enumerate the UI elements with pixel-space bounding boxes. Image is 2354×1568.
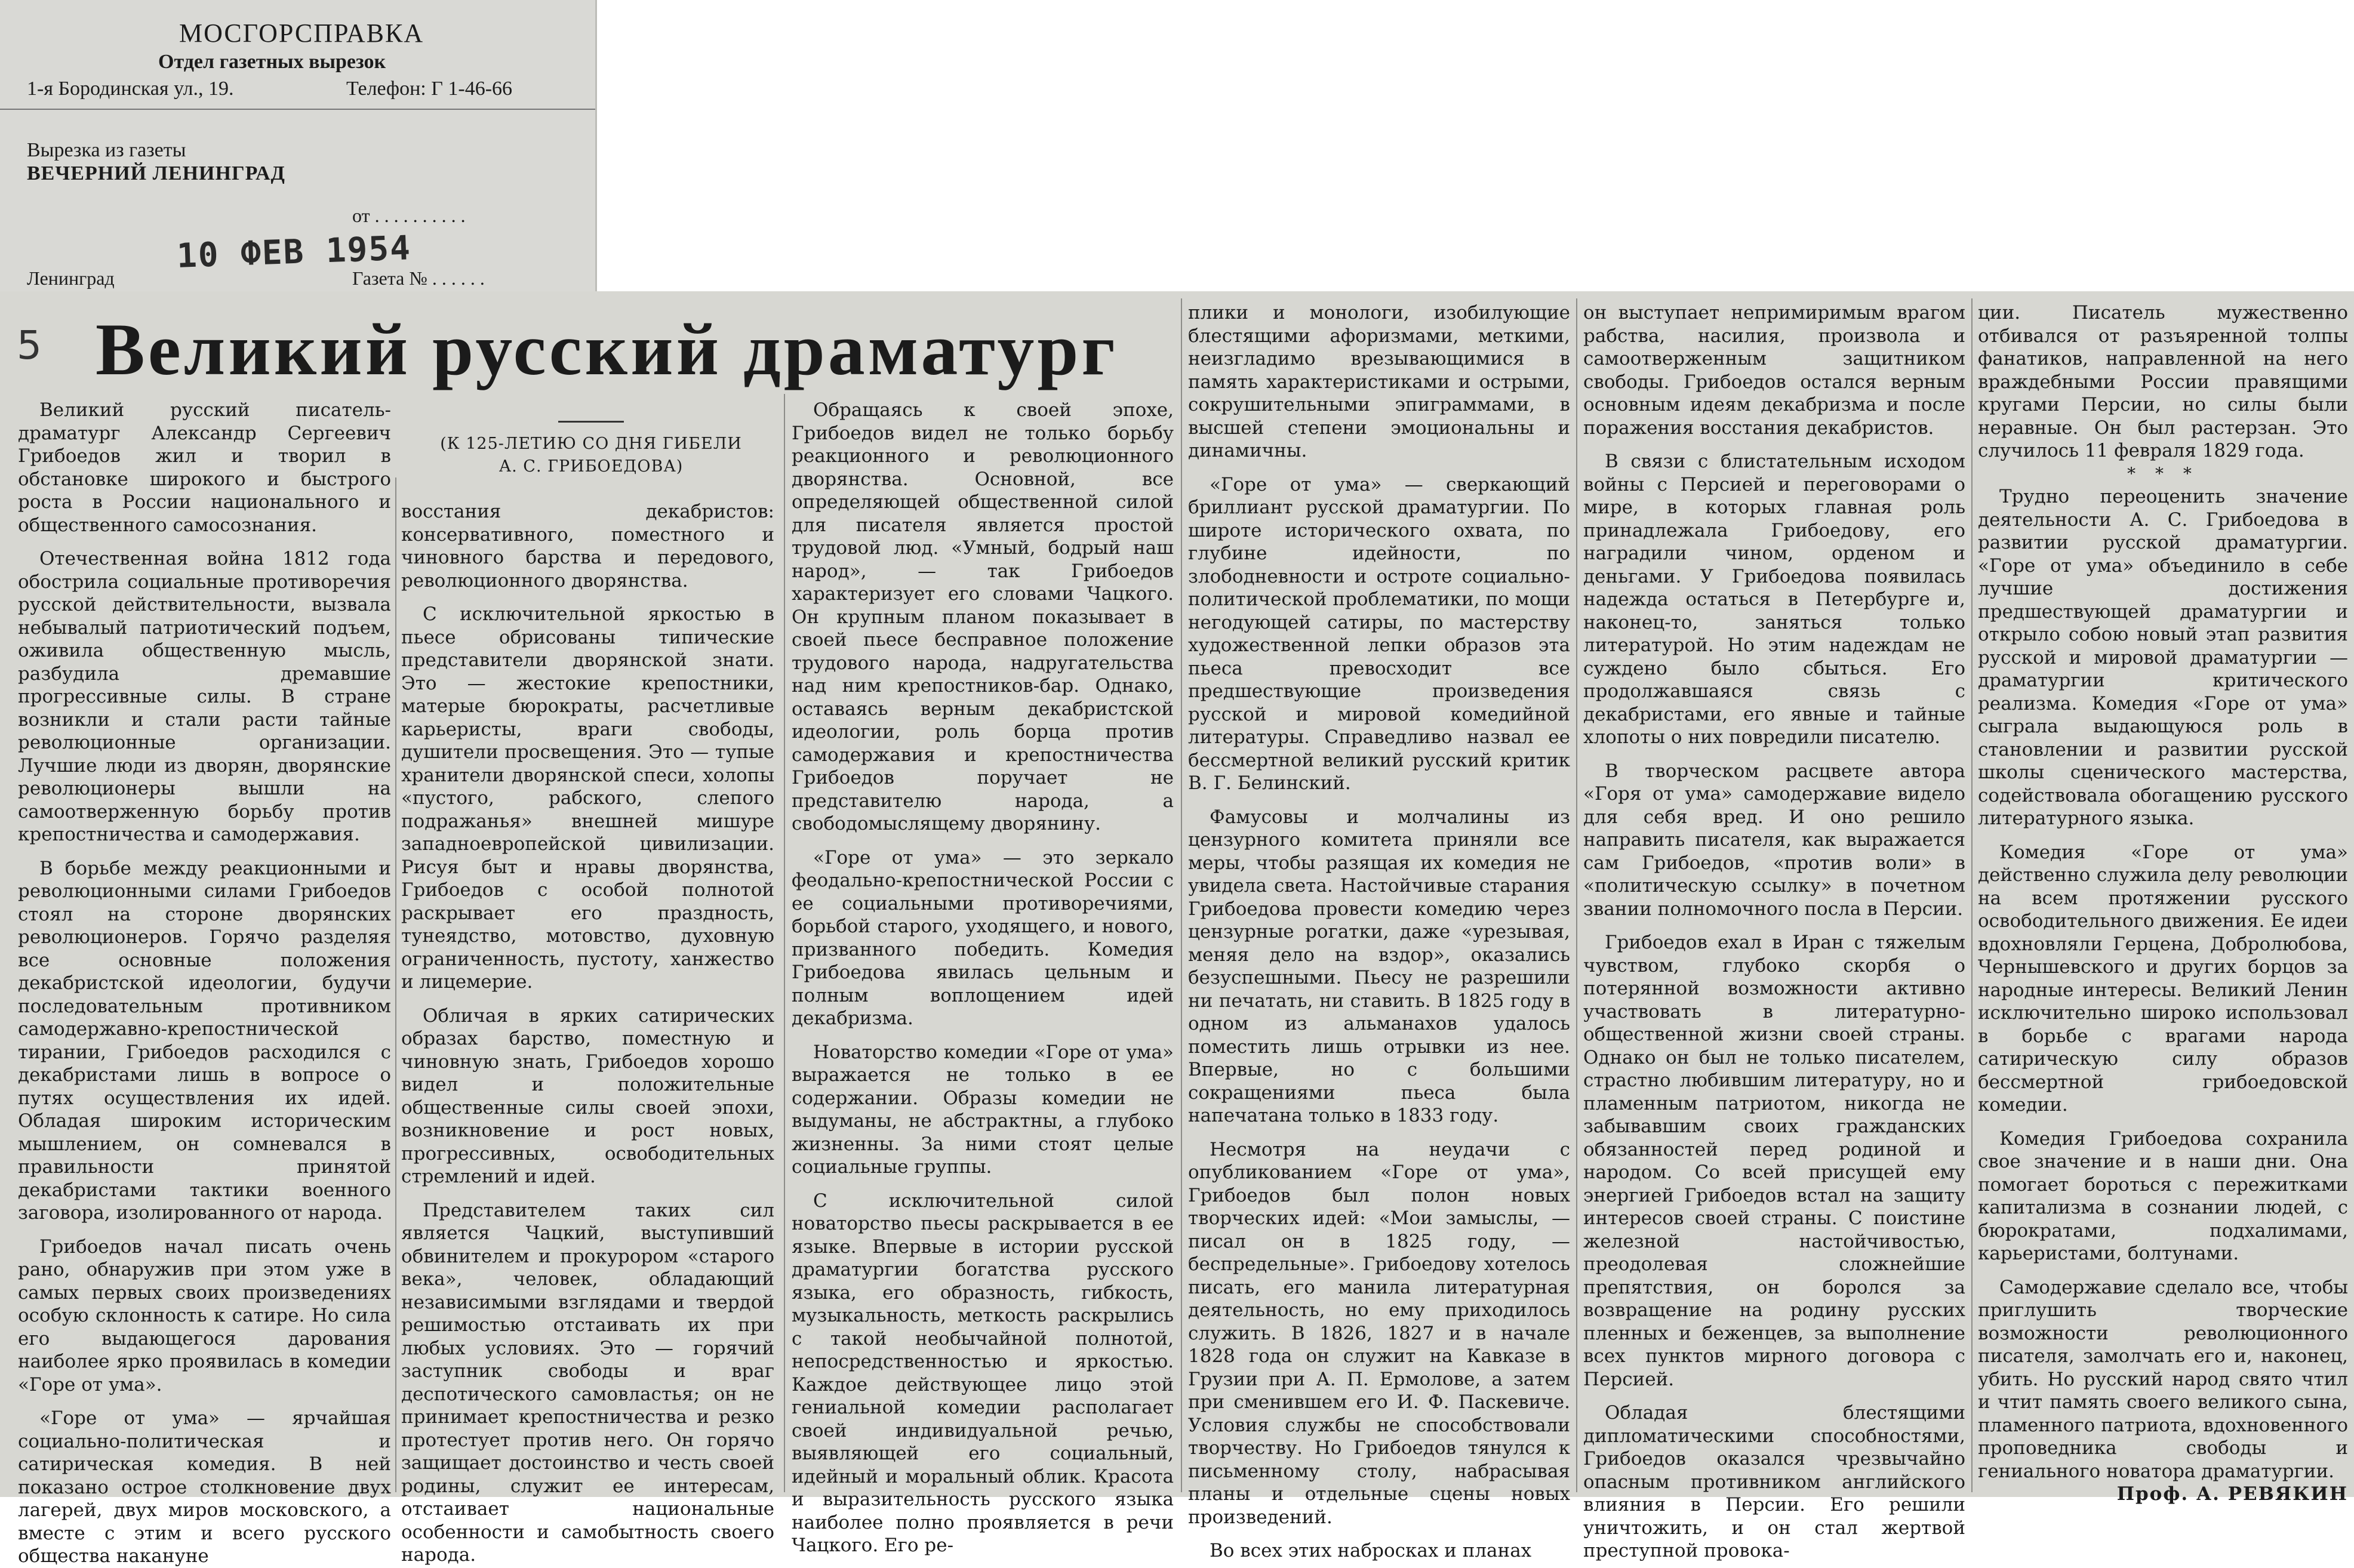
col3-paragraph: С исключительной силой новаторство пьесы раскрывается в ее языке. Впервые в истории русской драматургии богатства русского языка, его образность, гибкость, музыкальность, меткость раскрылись с такой необычайной полнотой, непосредственностью и яркостью. Каждое действующее лицо этой гениальной комедии располагает своей индивидуальной речью, выявляющей его социальный, идейный и моральный облик. Красота и выразительность русского языка наиболее полно проявляется в речи Чацкого. Его ре- xyxy=(792,1190,1174,1556)
col4-paragraph: плики и монологи, изобилующие блестящими афоризмами, меткими, неизгладимо врезывающимися в память характеристиками и острыми, сокрушительными эпиграммами, в высшей степени эмоциональны и динамичны. xyxy=(1188,302,1570,461)
col5-paragraph: он выступает непримиримым врагом рабства, насилия, произвола и самоотверженным защитником свободы. Грибоедов остался верным основным идеям декабризма и после поражения восстания декабристов. xyxy=(1583,302,1965,439)
city-name: Ленинград xyxy=(27,267,115,289)
col6-paragraph: ции. Писатель мужественно отбивался от разъяренной толпы фанатиков, направленной на него враждебными России правящими кругами Персии, но силы были неравные. Он был растерзан. Это случилось 11 февраля 1829 года. xyxy=(1978,302,2348,461)
col3-paragraph: Новаторство комедии «Горе от ума» выражается не только в ее содержании. Образы комедии не выдуманы, не абстрактны, а глубоко жизненны. За ними стоят целые социальные группы. xyxy=(792,1041,1174,1178)
date-stamp: 10 ФЕВ 1954 xyxy=(176,229,412,276)
clipping-service-label xyxy=(0,0,597,291)
col4-paragraph: «Горе от ума» — сверкающий бриллиант русской драматургии. По широте исторического охвата, по глубине идейности, по злободневности и остроте социально-политической проблематики, по мощи негодующей сатиры, по мастерству художественной лепки образов эта пьеса превосходит все предшествующие произведения русской и мировой комедийной литературы. Справедливо назвал ее бессмертной великий русский критик В. Г. Белинский. xyxy=(1188,473,1570,794)
col5-paragraph: В творческом расцвете автора «Горя от ума» самодержавие видело для себя вред. И оно решило направить писателя, как выражается сам Грибоедов, «против воли» в «политическую ссылку» в почетном звании полномочного посла в Персии. xyxy=(1583,760,1965,920)
col4-paragraph: Несмотря на неудачи с опубликованием «Горе от ума», Грибоедов был полон новых творческих идей: «Мои замыслы, — писал он в 1825 году, — беспредельные». Грибоедову хотелось писать, его манила литературная деятельность, но ему приходилось служить. В 1826, 1827 и в начале 1828 года он служит на Кавказе в Грузии при А. П. Ермолове, а затем при сменившем его И. Ф. Паскевиче. Условия службы не способствовали творчеству. Но Грибоедов тянулся к письменному столу, набрасывая планы и отдельные сцены новых произведений. xyxy=(1188,1138,1570,1528)
column-rule xyxy=(395,478,396,1492)
issue-field: Газета № . . . . . . xyxy=(352,267,485,289)
col2-paragraph: Представителем таких сил является Чацкий, выступивший обвинителем и прокурором «старого века», человек, обладающий независимыми взглядами и твердой решимостью отстаивать их при любых условиях. Это — горячий заступник свободы и враг деспотического самовластья; он не принимает крепостничества и резко протестует против него. Он горячо защищает достоинство и честь своей родины, служит ее интересам, отстаивает национальные особенности и самобытность своего народа. xyxy=(401,1199,774,1566)
col3-paragraph: Обращаясь к своей эпохе, Грибоедов видел не только борьбу реакционного и революционного дворянства. Основной, все определяющей общественной силой для писателя является простой трудовой люд. «Умный, бодрый наш народ», — так Грибоедов характеризует его словами Чацкого. Он крупным планом показывает в своей пьесе бесправное положение трудового народа, надругательства над ним крепостников-бар. Однако, оставаясь верным декабристской идеологии, роль борца против самодержавия и крепостничества Грибоедов поручает не представителю народа, а свободомыслящему дворянину. xyxy=(792,399,1174,834)
subtitle-line-2: А. С. ГРИБОЕДОВА) xyxy=(499,457,684,476)
column-rule xyxy=(1576,298,1577,1492)
from-field: от . . . . . . . . . . xyxy=(352,205,466,226)
column-3 xyxy=(792,399,1174,1556)
subtitle-line-1: (К 125-ЛЕТИЮ СО ДНЯ ГИБЕЛИ xyxy=(440,435,742,453)
agency-address: 1-я Бородинская ул., 19. xyxy=(27,78,234,100)
column-rule xyxy=(784,394,785,1492)
newspaper-name: ВЕЧЕРНИЙ ЛЕНИНГРАД xyxy=(27,162,285,184)
handwritten-mark: 5 xyxy=(17,322,42,368)
column-1 xyxy=(18,399,391,1567)
label-divider xyxy=(0,109,595,110)
col5-paragraph: В связи с блистательным исходом войны с Персией и переговорами о мире, в которых главная роль принадлежала Грибоедову, его наградили чином, орденом и деньгами. У Грибоедова появилась надежда остаться в Петербурге и, наконец-то, заняться только литературой. Но этим надеждам не суждено было сбыться. Его продолжавшаяся связь с декабристами, его явные и тайные хлопоты о них повредили писателю. xyxy=(1583,451,1965,748)
subtitle-rule xyxy=(558,421,624,423)
author-signature: Проф. А. РЕВЯКИН xyxy=(2116,1483,2348,1505)
column-rule xyxy=(1181,298,1182,1492)
cutting-caption: Вырезка из газеты xyxy=(27,139,186,161)
clipping-top-gap xyxy=(1185,0,2354,291)
col6-paragraph: Самодержавие сделало все, чтобы приглушить творческие возможности революционного писателя, замолчать его и, наконец, убить. Но русский народ свято чтил и чтит память своего великого сына, пламенного патриота, вдохновенного проповедника свободы и гениального новатора драматургии. xyxy=(1978,1276,2348,1482)
column-2 xyxy=(401,500,774,1566)
col6-paragraph: Комедия «Горе от ума» действенно служила делу революции на всем протяжении русского освободительного движения. Ее идеи вдохновляли Герцена, Добролюбова, Чернышевского и других борцов за народные интересы. Великий Ленин исключительно широко использовал в борьбе с врагами народа сатирическую силу образов бессмертной грибоедовской комедии. xyxy=(1978,841,2348,1116)
article-subtitle xyxy=(382,433,800,478)
section-divider-stars: * * * xyxy=(2127,463,2199,483)
column-rule xyxy=(1971,298,1973,1492)
column-4 xyxy=(1188,301,1570,1561)
col5-paragraph: Грибоедов ехал в Иран с тяжелым чувством, глубоко скорбя о потерянной возможности активно участвовать в литературно-общественной жизни своей страны. Однако он был не только писателем, страстно любившим литературу, но и пламенным патриотом, никогда не забывавшим своих гражданских обязанностей перед родиной и народом. Со всей присущей ему энергией Грибоедов встал на защиту интересов своей страны. С поистине железной настойчивостью, преодолевая сложнейшие препятствия, он боролся за возвращение на родину русских пленных и беженцев, за выполнение всех пунктов мирного договора с Персией. xyxy=(1583,932,1965,1390)
col1-paragraph: Грибоедов начал писать очень рано, обнаружив при этом уже в самых первых своих произведениях особую склонность к сатире. Но сила его выдающегося дарования наиболее ярко проявилась в комедии «Горе от ума». xyxy=(18,1236,391,1396)
col1-paragraph: «Горе от ума» — ярчайшая социально-политическая и сатирическая комедия. В ней показано острое столкновение двух лагерей, двух миров московского, а вместе с этим и всего русского общества накануне xyxy=(18,1407,391,1567)
col1-paragraph: Отечественная война 1812 года обострила социальные противоречия русской действительности, вызвала небывалый патриотический подъем, оживила общественную мысль, разбудила дремавшие прогрессивные силы. В стране возникли и стали расти тайные революционные организации. Лучшие люди из дворян, дворянские революционеры вышли на самоотверженную борьбу против крепостничества и самодержавия. xyxy=(18,548,391,845)
col1-paragraph: В борьбе между реакционными и революционными силами Грибоедов стоял на стороне дворянских революционеров. Горячо разделяя все основные положения декабристской идеологии, будучи последовательным противником самодержавно-крепостнической тирании, Грибоедов расходился с декабристами лишь в вопросе о путях осуществления их идей. Обладая широким историческим мышлением, он сомневался в правильности принятой декабристами тактики военного заговора, изолированного от народа. xyxy=(18,857,391,1224)
col2-paragraph: Обличая в ярких сатирических образах барство, поместную и чиновную знать, Грибоедов хорошо видел и положительные общественные силы своей эпохи, возникновение и рост новых, прогрессивных, освободительных стремлений и идей. xyxy=(401,1005,774,1187)
col2-paragraph: восстания декабристов: консервативного, поместного и чиновного барства и передового, революционного дворянства. xyxy=(401,501,774,592)
col6-paragraph: Комедия Грибоедова сохранила свое значение и в наши дни. Она помогает бороться с пережитками капитализма в сознании людей, с бюрократами, подхалимами, карьеристами, болтунами. xyxy=(1978,1128,2348,1264)
column-5 xyxy=(1583,301,1965,1561)
column-6 xyxy=(1978,301,2348,1505)
agency-phone: Телефон: Г 1-46-66 xyxy=(346,78,513,100)
col3-paragraph: «Горе от ума» — это зеркало феодально-крепостнической России с ее социальными противоречиями, борьбой старого, уходящего, и нового, призванного победить. Комедия Грибоедова явилась цельным и полным воплощением идей декабризма. xyxy=(792,846,1174,1029)
col6-paragraph: Трудно переоценить значение деятельности А. С. Грибоедова в развитии русской драматургии. «Горе от ума» объединило в себе лучшие достижения предшествующей драматургии и открыло собою новый этап развития русской и мировой драматургии — драматургии критического реализма. Комедия «Горе от ума» сыграла выдающуюся роль в становлении и развитии русской школы сценического мастерства, содействовала обогащению русского литературного языка. xyxy=(1978,486,2348,829)
col5-paragraph: Обладая блестящими дипломатическими способностями, Грибоедов оказался чрезвычайно опасным противником английского влияния в Персии. Его решили уничтожить, и он стал жертвой преступной провока- xyxy=(1583,1402,1965,1561)
department-name: Отдел газетных вырезок xyxy=(158,51,386,73)
col4-paragraph: Фамусовы и молчалины из цензурного комитета приняли все меры, чтобы разящая их комедия не увидела света. Настойчивые старания Грибоедова провести комедию через цензурные рогатки, даже «урезывая, меняя дело на вздор», оказались безуспешными. Пьесу не разрешили ни печатать, ни ставить. В 1825 году в одном из альманахов удалось поместить лишь отрывки из нее. Впервые, но с большими сокращениями пьеса была напечатана только в 1833 году. xyxy=(1188,806,1570,1126)
agency-name: МОСГОРСПРАВКА xyxy=(179,19,424,48)
article-headline: Великий русский драматург xyxy=(96,309,1118,390)
col4-paragraph: Во всех этих набросках и планах xyxy=(1210,1540,1532,1561)
col2-paragraph: С исключительной яркостью в пьесе обрисованы типические представители дворянской знати. Это — жестокие крепостники, матерые бюрократы, расчетливые карьеристы, враги свободы, душители просвещения. Это — тупые хранители дворянской спеси, холопы «пустого, рабского, слепого подражанья» внешней мишуре западноевропейской цивилизации. Рисуя быт и нравы дворянства, Грибоедов с особой полнотой раскрывает его праздность, тунеядство, мотовство, духовную ограниченность, пустоту, ханжество и лицемерие. xyxy=(401,603,774,993)
col1-paragraph: Великий русский писатель-драматург Александр Сергеевич Грибоедов жил и творил в обстановке широкого и быстрого роста в России национального и общественного самосознания. xyxy=(18,399,391,536)
